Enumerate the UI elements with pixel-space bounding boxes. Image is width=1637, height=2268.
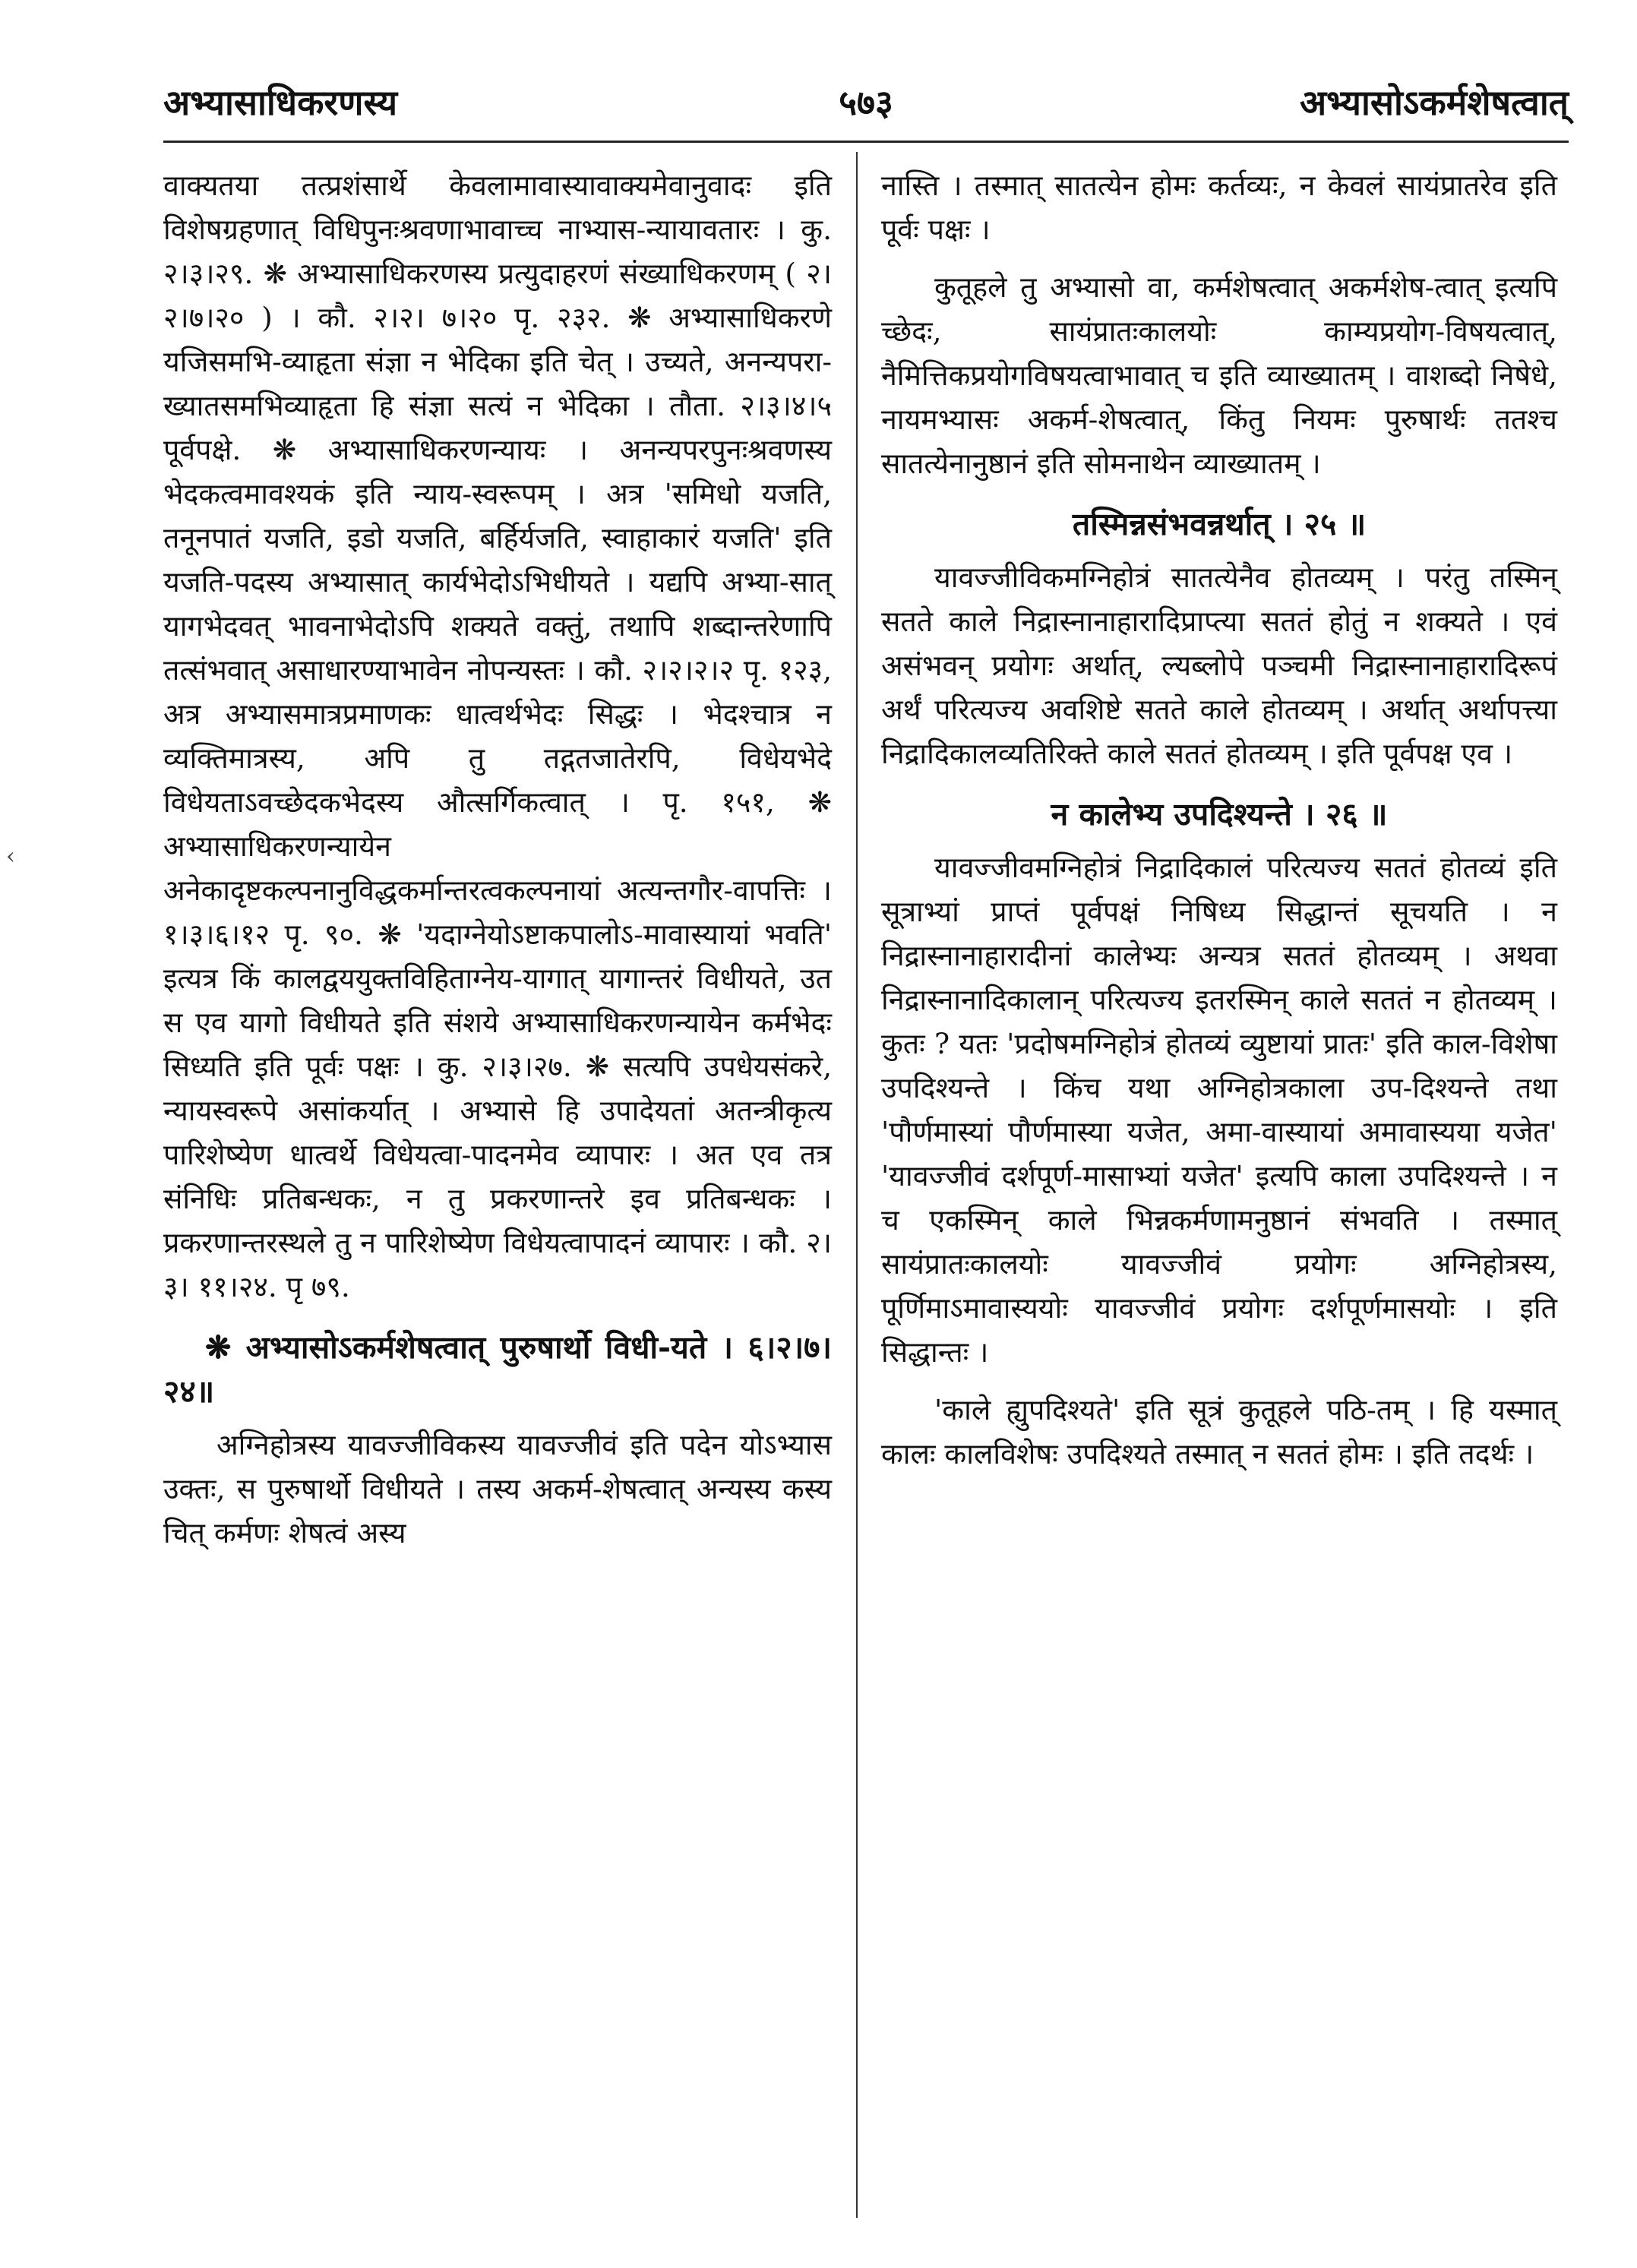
left-paragraph-1: वाक्यतया तत्प्रशंसार्थे केवलामावास्यावाक्यमेवानुवादः इति विशेषग्रहणात् विधिपुनःश्रवणाभावाच्च नाभ्यास-न्यायावतारः । कु. २।३।२९. ❋ अभ्यासाधिकरणस्य प्रत्युदाहरणं संख्याधिकरणम् ( २।२।७।२० ) । कौ. २।२। ७।२० पृ. २३२. ❋ अभ्यासाधिकरणे यजिसमभि-व्याहृता संज्ञा न भेदिका इति चेत् । उच्यते, अनन्यपरा-ख्यातसमभिव्याहृता हि संज्ञा सत्यं न भेदिका । तौता. २।३।४।५ पूर्वपक्षे. ❋ अभ्यासाधिकरणन्यायः । अनन्यपरपुनःश्रवणस्य भेदकत्वमावश्यकं इति न्याय-स्वरूपम् । अत्र 'समिधो यजति, तनूनपातं यजति, इडो यजति, बर्हिर्यजति, स्वाहाकारं यजति' इति यजति-पदस्य अभ्यासात् कार्यभेदोऽभिधीयते । यद्यपि अभ्या-सात् यागभेदवत् भावनाभेदोऽपि शक्यते वक्तुं, तथापि शब्दान्तरेणापि तत्संभवात् असाधारण्याभावेन नोपन्यस्तः । कौ. २।२।२।२ पृ. १२३, अत्र अभ्यासमात्रप्रमाणकः धात्वर्थभेदः सिद्धः । भेदश्चात्र न व्यक्तिमात्रस्य, अपि तु तद्गतजातेरपि, विधेयभेदे विधेयताऽवच्छेदकभेदस्य औत्सर्गिकत्वात् । पृ. १५१, ❋ अभ्यासाधिकरणन्यायेन अनेकादृष्टकल्पनानुविद्धकर्मान्तरत्वकल्पनायां अत्यन्तगौर-वापत्तिः । १।३।६।१२ पृ. ९०. ❋ 'यदाग्नेयोऽष्टाकपालोऽ-मावास्यायां भवति' इत्यत्र किं कालद्वययुक्तविहिताग्नेय-यागात् यागान्तरं विधीयते, उत स एव यागो विधीयते इति संशये अभ्यासाधिकरणन्यायेन कर्मभेदः सिध्यति इति पूर्वः पक्षः । कु. २।३।२७. ❋ सत्यपि उपधेयसंकरे, न्यायस्वरूपे असांकर्यात् । अभ्यासे हि उपादेयतां अतन्त्रीकृत्य पारिशेष्येण धात्वर्थे विधेयत्वा-पादनमेव व्यापारः । अत एव तत्र संनिधिः प्रतिबन्धकः, न तु प्रकरणान्तरे इव प्रतिबन्धकः । प्रकरणान्तरस्थले तु न पारिशेष्येण विधेयत्वापादनं व्यापारः । कौ. २।३। ११।२४. पृ ७९. — [163, 169, 832, 1303]
margin-mark: ‹ — [6, 843, 15, 870]
header-rule — [163, 141, 1569, 143]
right-paragraph-3: यावज्जीविकमग्निहोत्रं सातत्येनैव होतव्यम् । परंतु तस्मिन् सतते काले निद्रास्नानाहारादिप्राप्त्या सततं होतुं न शक्यते । एवं असंभवन् प्रयोगः अर्थात्, ल्यब्लोपे पञ्चमी निद्रास्नानाहारादिरूपं अर्थं परित्यज्य अवशिष्टे सतते काले होतव्यम् । अर्थात् अर्थापत्त्या निद्रादिकालव्यतिरिक्ते काले सततं होतव्यम् । इति पूर्वपक्ष एव । — [881, 561, 1557, 770]
left-paragraph-2: अग्निहोत्रस्य यावज्जीविकस्य यावज्जीवं इति पदेन योऽभ्यास उक्तः, स पुरुषार्थो विधीयते । तस्य अकर्म-शेषत्वात् अन्यस्य कस्य चित् कर्मणः शेषत्वं अस्य — [163, 1428, 832, 1549]
right-paragraph-1: नास्ति । तस्मात् सातत्येन होमः कर्तव्यः, न केवलं सायंप्रातरेव इति पूर्वः पक्षः । — [881, 169, 1557, 246]
page-number: ५७३ — [839, 82, 893, 123]
right-paragraph-2: कुतूहले तु अभ्यासो वा, कर्मशेषत्वात् अकर्मशेष-त्वात् इत्यपि च्छेदः, सायंप्रातःकालयोः काम्यप्रयोग-विषयत्वात्, नैमित्तिकप्रयोगविषयत्वाभावात् च इति व्याख्यातम् । वाशब्दो निषेधे, नायमभ्यासः अकर्म-शेषत्वात्, किंतु नियमः पुरुषार्थः ततश्च सातत्येनानुष्ठानं इति सोमनाथेन व्याख्यातम् । — [881, 270, 1557, 480]
sutra-heading-26: न कालेभ्य उपदिश्यन्ते । २६ ॥ — [1051, 796, 1388, 832]
left-section-heading: ❋ अभ्यासोऽकर्मशेषत्वात् पुरुषार्थो विधी-यते । ६।२।७।२४॥ — [163, 1329, 832, 1410]
running-header — [163, 72, 1569, 133]
right-column — [881, 163, 1557, 1476]
header-left-title: अभ्यासाधिकरणस्य — [163, 82, 398, 123]
header-right-title: अभ्यासोऽकर्मशेषत्वात् — [1300, 82, 1569, 123]
column-divider — [856, 152, 858, 2218]
left-column — [163, 163, 832, 1555]
right-paragraph-4: यावज्जीवमग्निहोत्रं निद्रादिकालं परित्यज्य सततं होतव्यं इति सूत्राभ्यां प्राप्तं पूर्वपक्षं निषिध्य सिद्धान्तं सूचयति । न निद्रास्नानाहारादीनां कालेभ्यः अन्यत्र सततं होतव्यम् । अथवा निद्रास्नानादिकालान् परित्यज्य इतरस्मिन् काले सततं न होतव्यम् । कुतः ? यतः 'प्रदोषमग्निहोत्रं होतव्यं व्युष्टायां प्रातः' इति काल-विशेषा उपदिश्यन्ते । किंच यथा अग्निहोत्रकाला उप-दिश्यन्ते तथा 'पौर्णमास्यां पौर्णमास्या यजेत, अमा-वास्यायां अमावास्यया यजेत' 'यावज्जीवं दर्शपूर्ण-मासाभ्यां यजेत' इत्यपि काला उपदिश्यन्ते । न च एकस्मिन् काले भिन्नकर्मणामनुष्ठानं संभवति । तस्मात् सायंप्रातःकालयोः यावज्जीवं प्रयोगः अग्निहोत्रस्य, पूर्णिमाऽमावास्ययोः यावज्जीवं प्रयोगः दर्शपूर्णमासयोः । इति सिद्धान्तः । — [881, 851, 1557, 1369]
right-paragraph-5: 'काले ह्युपदिश्यते' इति सूत्रं कुतूहले पठि-तम् । हि यस्मात् कालः कालविशेषः उपदिश्यते तस्मात् न सततं होमः । इति तदर्थः । — [881, 1393, 1557, 1470]
sutra-heading-25: तस्मिन्नसंभवन्नर्थात् । २५ ॥ — [1072, 506, 1367, 542]
